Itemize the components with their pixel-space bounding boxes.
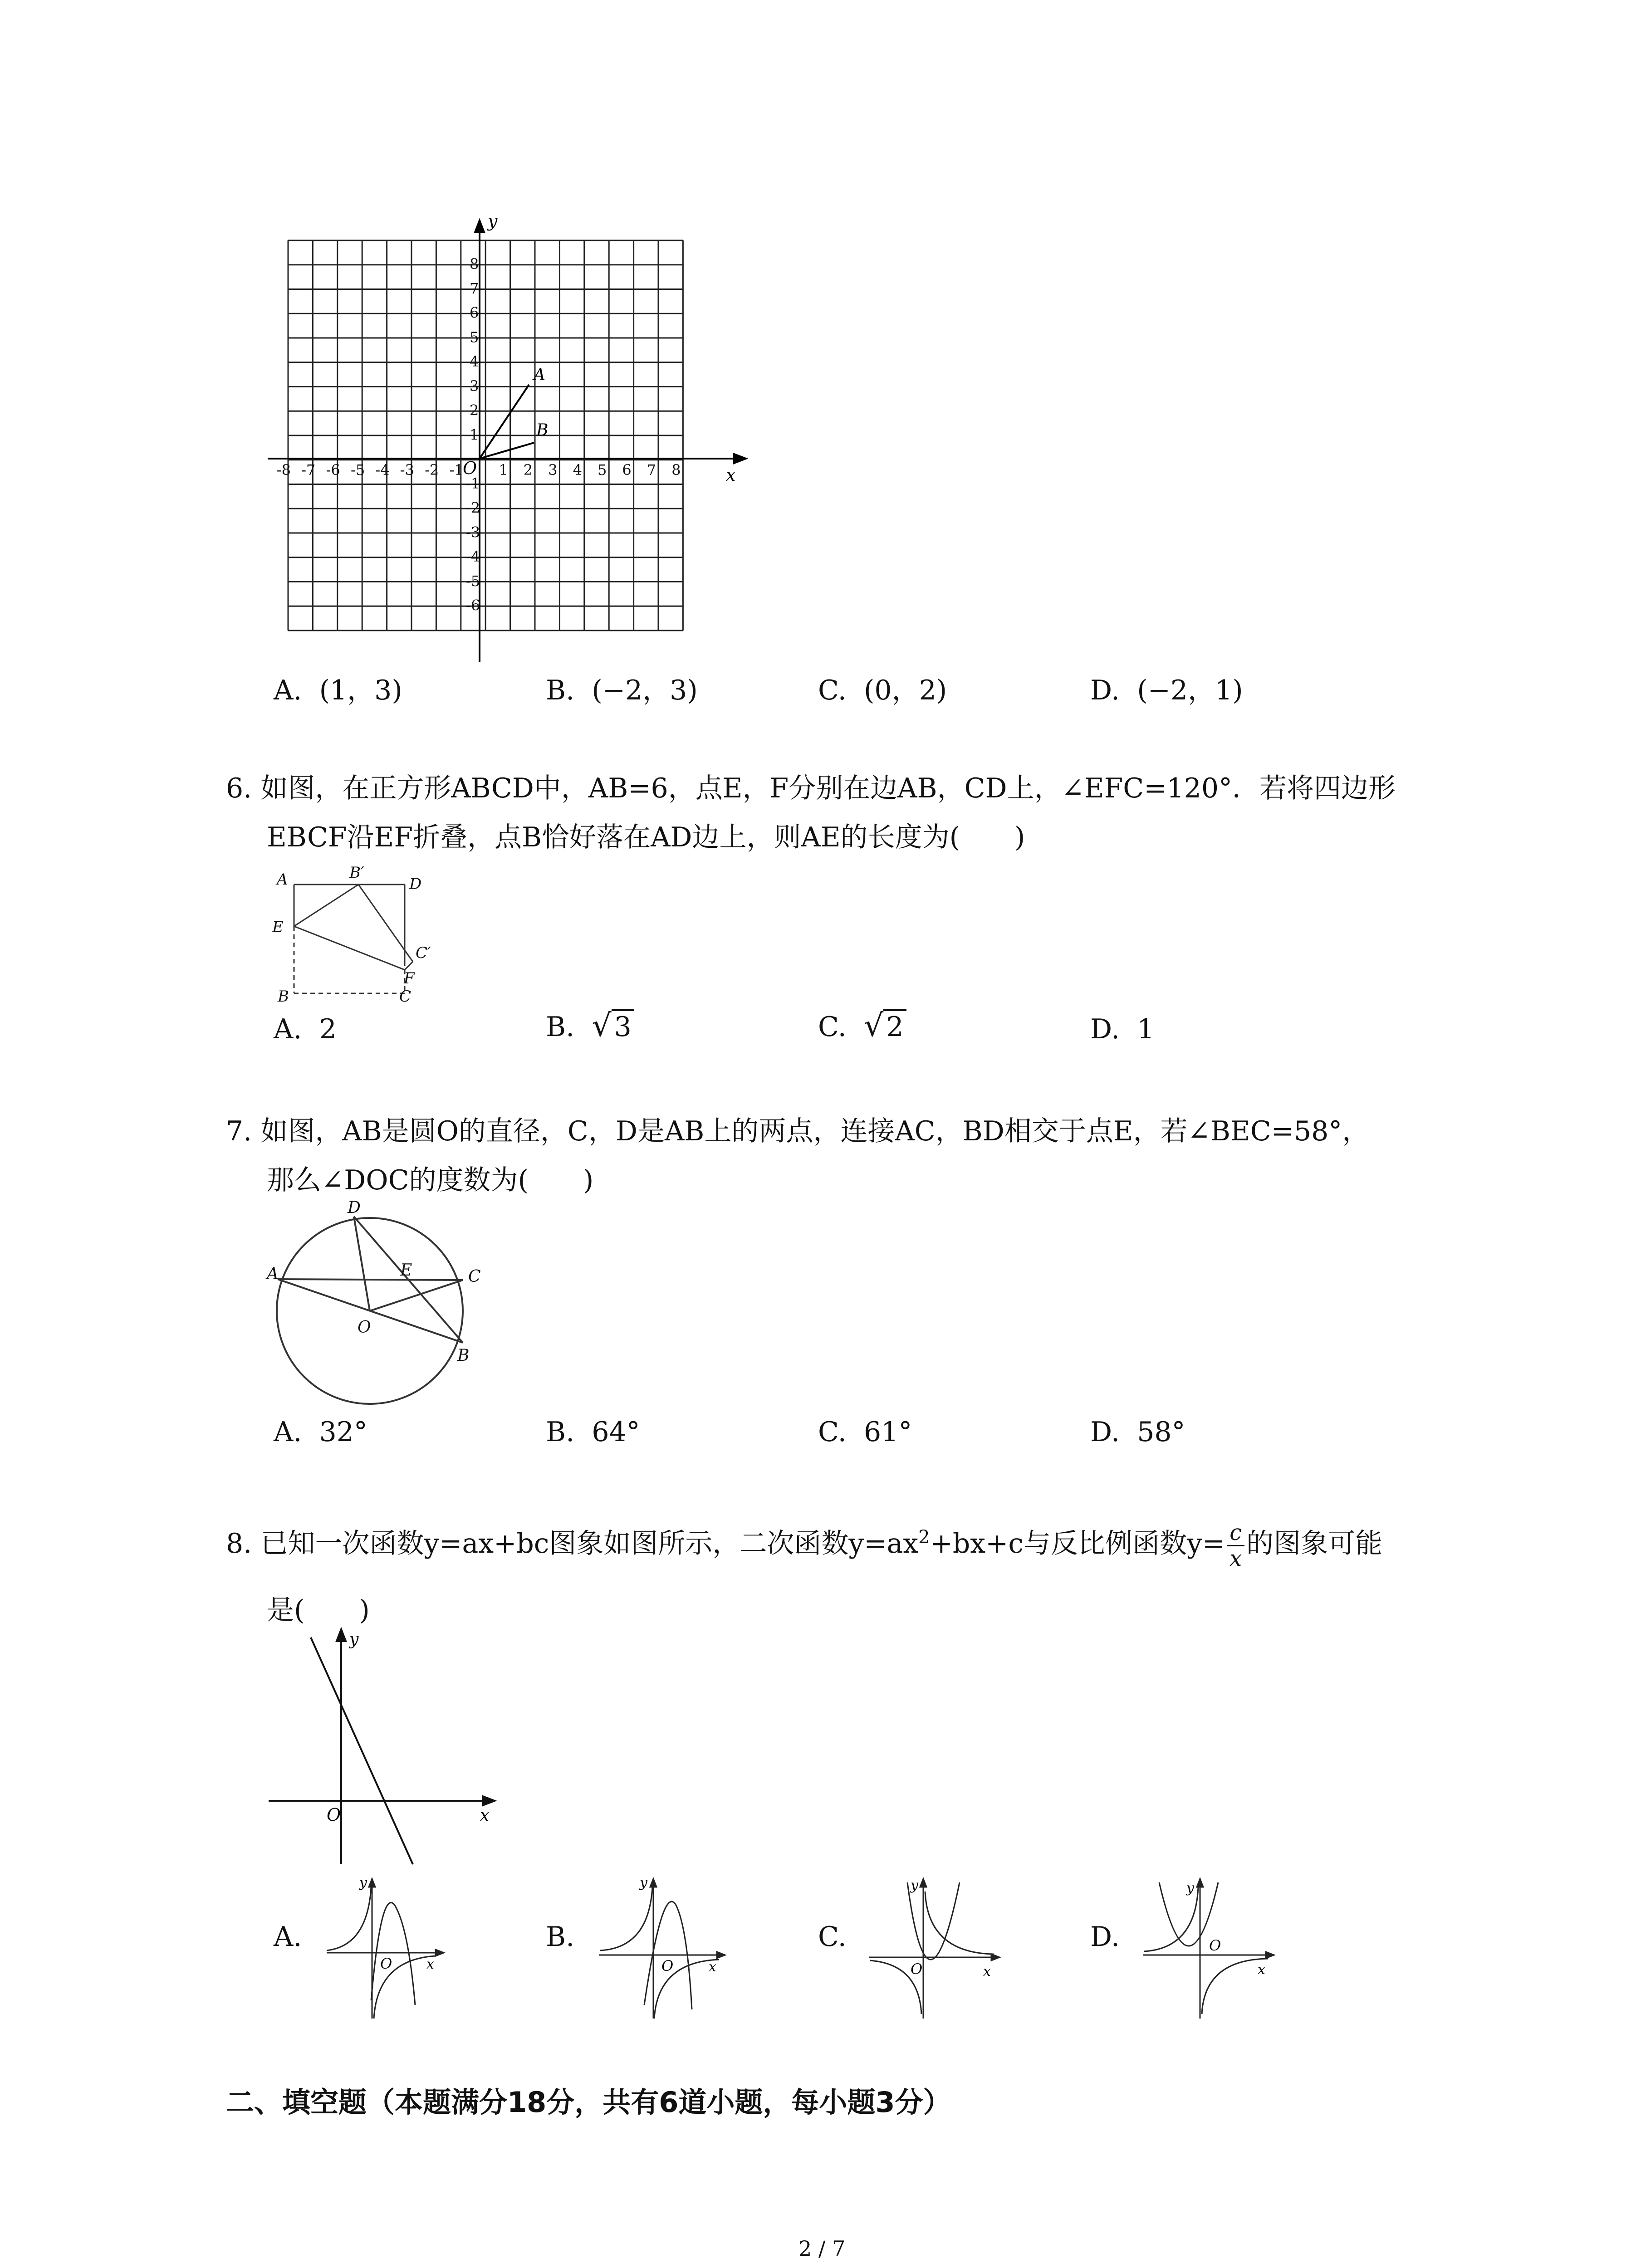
q5-option-d[interactable]: D. (−2，1) <box>1090 675 1243 706</box>
q7-circle-figure <box>263 1198 499 1420</box>
y-tick-label: 5 <box>470 328 479 346</box>
x-tick-label: 4 <box>573 461 582 479</box>
svg-text:x: x <box>709 1959 716 1975</box>
label-d: D <box>409 875 422 893</box>
q8-option-a-letter[interactable]: A. <box>274 1921 302 1953</box>
x-tick-label: -1 <box>449 461 464 479</box>
x-tick-label: -4 <box>375 461 390 479</box>
x-tick-label: -8 <box>276 461 291 479</box>
y-axis-label: y <box>488 211 498 231</box>
fraction-c-over-x: $\frac{c}{x}$ <box>1227 1520 1244 1571</box>
q5-option-b[interactable]: B. (−2，3) <box>546 675 698 706</box>
x-axis-label: x <box>480 1806 490 1825</box>
sqrt-icon: √ <box>592 1008 612 1044</box>
y-axis-arrow-icon <box>337 1629 346 1641</box>
y-axis-label: y <box>349 1630 359 1649</box>
label-a: A <box>277 870 288 889</box>
x-tick-label: 6 <box>622 461 632 479</box>
q5-option-a[interactable]: A. (1，3) <box>274 675 402 706</box>
label-o: O <box>358 1318 371 1337</box>
q8-option-b-graph[interactable] <box>590 1873 735 2023</box>
svg-text:y: y <box>359 1875 367 1891</box>
svg-text:x: x <box>983 1964 991 1980</box>
label-d: D <box>348 1198 361 1217</box>
x-axis-arrow-icon <box>734 454 746 463</box>
origin-label: O <box>463 458 477 478</box>
q6-option-a[interactable]: A. 2 <box>274 1013 337 1045</box>
svg-text:O: O <box>380 1955 392 1972</box>
page-number: 2 / 7 <box>798 2236 846 2261</box>
label-b: B <box>457 1346 470 1365</box>
svg-text:x: x <box>1258 1962 1265 1978</box>
q7-option-d[interactable]: D. 58° <box>1090 1416 1185 1448</box>
svg-text:O: O <box>661 1957 674 1975</box>
x-axis-arrow-icon <box>483 1796 495 1805</box>
x-tick-label: -7 <box>301 461 316 479</box>
q8-stem-line2: 是( ) <box>267 1594 370 1626</box>
q6-option-b[interactable]: B. √ 3 <box>546 1008 634 1044</box>
label-e: E <box>400 1261 412 1280</box>
label-f: F <box>404 969 415 987</box>
y-tick-label: -6 <box>466 596 480 614</box>
y-tick-label: -3 <box>466 523 480 541</box>
x-tick-label: -2 <box>425 461 439 479</box>
x-tick-label: -3 <box>400 461 414 479</box>
svg-text:y: y <box>1186 1880 1194 1896</box>
x-tick-label: 2 <box>523 461 533 479</box>
label-b-prime: B′ <box>349 864 364 882</box>
y-tick-label: -4 <box>466 548 480 565</box>
q6-option-d[interactable]: D. 1 <box>1090 1013 1155 1045</box>
q5-coordinate-grid <box>254 209 753 671</box>
label-e: E <box>272 918 284 936</box>
x-tick-label: 3 <box>548 461 558 479</box>
point-a-label: A <box>534 366 545 384</box>
y-tick-label: 2 <box>470 401 479 419</box>
line-y-ax-plus-bc <box>311 1637 413 1864</box>
q8-option-a-graph[interactable] <box>318 1873 454 2023</box>
svg-text:x: x <box>426 1956 434 1972</box>
x-tick-label: -6 <box>326 461 340 479</box>
q8-option-d-graph[interactable] <box>1139 1873 1284 2023</box>
y-tick-label: 4 <box>470 353 479 370</box>
q8-option-c-letter[interactable]: C. <box>818 1921 847 1953</box>
q7-option-b[interactable]: B. 64° <box>546 1416 640 1448</box>
section-2-heading: 二、填空题（本题满分18分，共有6道小题，每小题3分） <box>226 2086 951 2119</box>
svg-text:O: O <box>911 1960 923 1978</box>
y-tick-label: 3 <box>470 377 479 395</box>
q8-option-c-graph[interactable] <box>864 1873 1009 2023</box>
label-a: A <box>267 1265 279 1283</box>
q8-stem-line1: 8. 已知一次函数y=ax+bc图象如图所示，二次函数$y=ax^2+bx+c$与反比例函数y= $\frac{c}{x}$ 的图象可能 <box>226 1520 1383 1571</box>
q7-stem-line1: 7. 如图，AB是圆O的直径，C，D是AB上的两点，连接AC，BD相交于点E，若∠BEC=58°， <box>226 1115 1370 1147</box>
x-tick-label: 1 <box>499 461 508 479</box>
svg-text:O: O <box>1209 1937 1221 1954</box>
y-tick-label: -2 <box>466 499 480 517</box>
y-tick-label: 7 <box>470 279 479 297</box>
svg-text:y: y <box>640 1875 647 1891</box>
svg-text:y: y <box>911 1877 918 1893</box>
q6-option-c[interactable]: C. √ 2 <box>818 1008 906 1044</box>
segment-oa <box>480 385 529 459</box>
q6-stem-line2: EBCF沿EF折叠，点B恰好落在AD边上，则AE的长度为( ) <box>267 821 1025 853</box>
q6-stem-line1: 6. 如图，在正方形ABCD中，AB=6，点E，F分别在边AB，CD上，∠EFC=120°．若将四边形 <box>226 772 1396 804</box>
label-c-prime: C′ <box>416 944 431 962</box>
q5-option-c[interactable]: C. (0，2) <box>818 675 947 706</box>
q8-linear-function-graph <box>268 1628 513 1873</box>
y-tick-label: 6 <box>470 304 479 322</box>
x-tick-label: -5 <box>351 461 365 479</box>
x-tick-label: 7 <box>647 461 656 479</box>
q8-option-b-letter[interactable]: B. <box>546 1921 575 1953</box>
origin-label: O <box>327 1805 341 1825</box>
x-tick-label: 8 <box>671 461 681 479</box>
y-tick-label: 8 <box>470 255 479 273</box>
q7-option-c[interactable]: C. 61° <box>818 1416 912 1448</box>
label-b: B <box>278 987 289 1006</box>
q7-option-a[interactable]: A. 32° <box>274 1416 367 1448</box>
sqrt-icon: √ <box>864 1008 884 1044</box>
point-b-label: B <box>536 421 549 440</box>
y-tick-label: -1 <box>466 474 480 492</box>
y-tick-label: -5 <box>466 572 480 590</box>
q7-stem-line2: 那么∠DOC的度数为( ) <box>267 1164 594 1196</box>
q6-square-fold-figure <box>268 857 458 1016</box>
label-c: C <box>468 1267 481 1286</box>
y-tick-label: 1 <box>470 426 479 444</box>
label-c: C <box>399 987 411 1006</box>
q8-option-d-letter[interactable]: D. <box>1090 1921 1120 1953</box>
x-axis-label: x <box>726 465 736 485</box>
x-tick-label: 5 <box>598 461 607 479</box>
y-axis-arrow-icon <box>475 220 484 232</box>
